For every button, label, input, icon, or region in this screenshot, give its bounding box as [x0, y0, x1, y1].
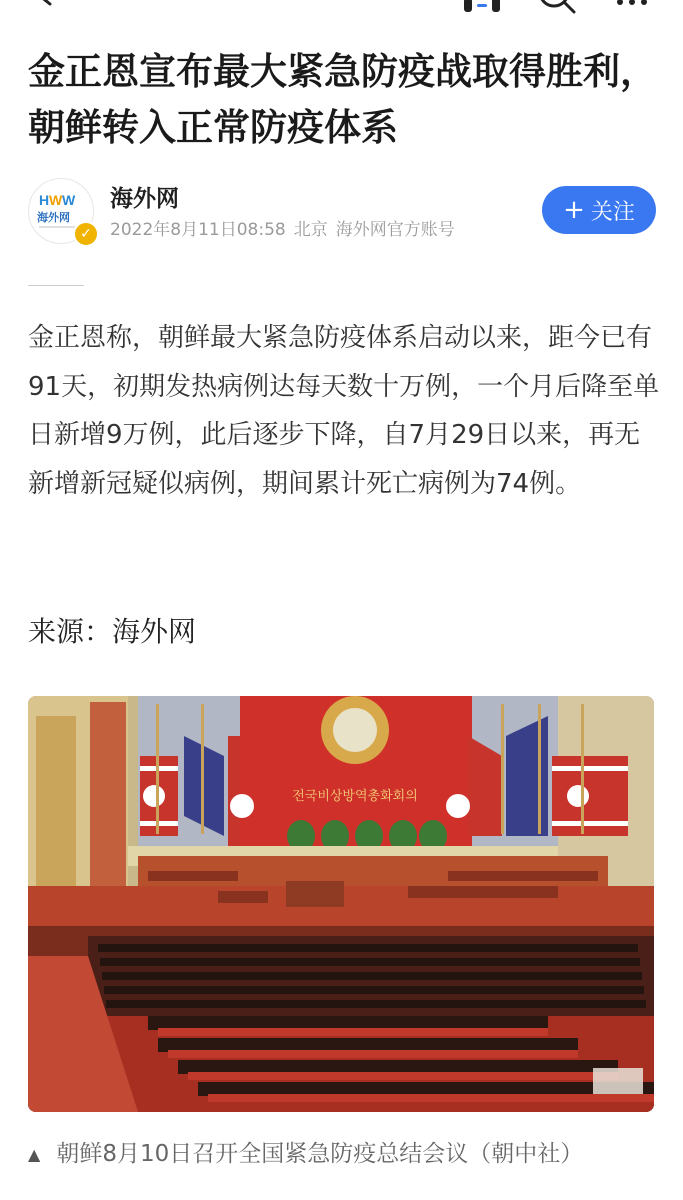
svg-text:海外网: 海外网 [37, 211, 70, 224]
article-title: 金正恩宣布最大紧急防疫战取得胜利，朝鲜转入正常防疫体系 [28, 50, 657, 149]
author-name[interactable]: 海外网 [110, 186, 179, 212]
article-meta [110, 215, 463, 240]
publish-datetime: 2022年8月11日08:58 [110, 220, 286, 240]
caption-text: 朝鲜8月10日召开全国紧急防疫总结会议（朝中社） [56, 1141, 584, 1167]
follow-label: 关注 [590, 199, 635, 225]
account-type: 海外网官方账号 [335, 220, 455, 240]
verified-icon: ✓ [73, 221, 99, 247]
svg-text:W: W [49, 192, 63, 208]
follow-button[interactable] [542, 186, 656, 234]
svg-text:전국비상방역총화회의: 전국비상방역총화회의 [292, 789, 418, 804]
article-source: 来源：海外网 [28, 615, 197, 648]
top-nav-bar [0, 0, 683, 28]
caption-triangle-icon: ▲ [28, 1145, 41, 1164]
svg-text:W: W [62, 192, 76, 208]
conference-hall-illustration [28, 696, 654, 1112]
search-icon[interactable] [536, 0, 578, 20]
listen-icon[interactable] [462, 0, 502, 22]
svg-text:H: H [39, 192, 50, 208]
article-image[interactable] [28, 696, 654, 1112]
divider [28, 285, 84, 286]
avatar[interactable] [28, 178, 94, 244]
image-caption [28, 1136, 658, 1173]
back-icon[interactable] [36, 0, 56, 6]
plus-icon: + [563, 195, 585, 225]
publish-location: 北京 [293, 220, 328, 240]
more-icon[interactable] [612, 0, 652, 12]
article-body: 金正恩称，朝鲜最大紧急防疫体系启动以来，距今已有91天，初期发热病例达每天数十万例，一个月后降至单日新增9万例，此后逐步下降，自7月29日以来，再无新增新冠疑似病例，期间累计死亡病例为74例。 [28, 323, 660, 499]
